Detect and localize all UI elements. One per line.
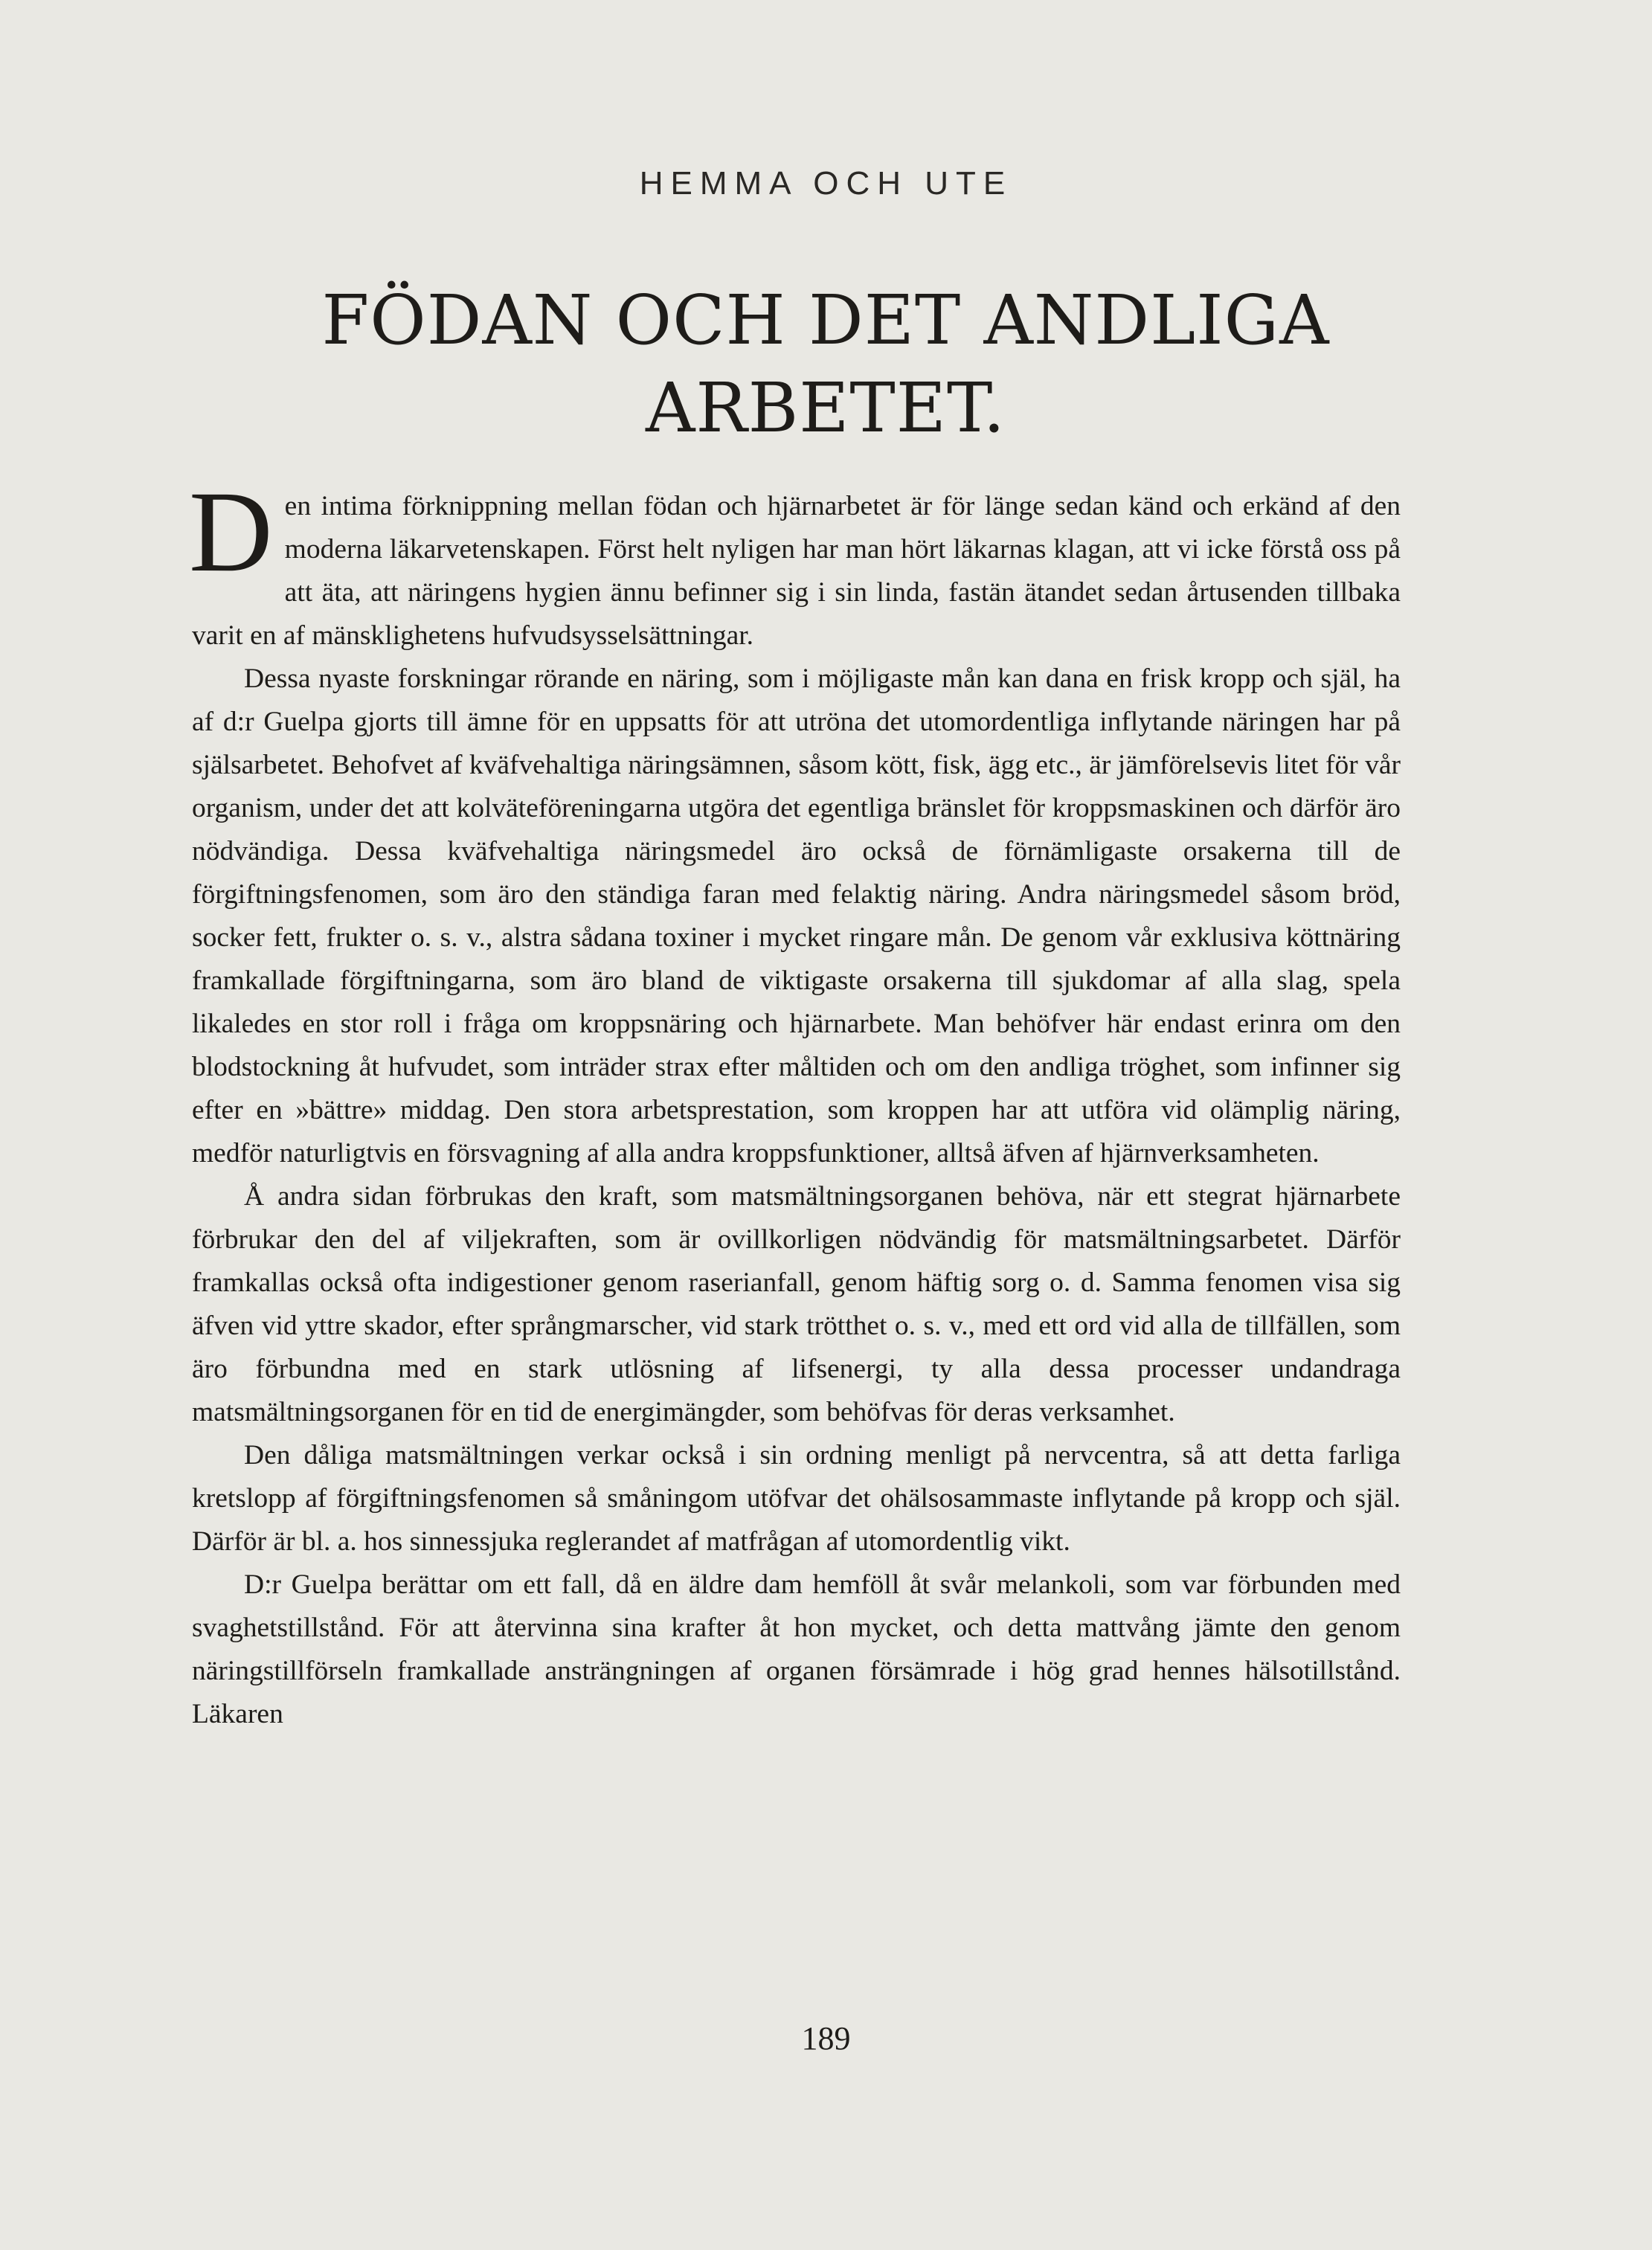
- paragraph-5: D:r Guelpa berättar om ett fall, då en äldre dam hemföll åt svår melankoli, som var förbunden med svaghetstillstånd. För att återvinna sina krafter åt hon mycket, och detta mattvång jämte den genom näringstillförseln framkallade ansträngningen af organen försämrade i hög grad hennes hälsotillstånd. Läkaren: [192, 1569, 1401, 1729]
- paragraph-2: Dessa nyaste forskningar rörande en näring, som i möjligaste mån kan dana en frisk kropp och själ, ha af d:r Guelpa gjorts till ämne för en uppsatts för att utröna det utomordentliga inflytande näringen har på själsarbetet. Behofvet af kväfvehaltiga näringsämnen, såsom kött, fisk, ägg etc., är jämförelsevis litet för vår organism, under det att kolväteföreningarna utgöra det egentliga bränslet för kroppsmaskinen och därför äro nödvändiga. Dessa kväfvehaltiga näringsmedel äro också de förnämligaste orsakerna till de förgiftningsfenomen, som äro den ständiga faran med felaktig näring. Andra näringsmedel såsom bröd, socker fett, frukter o. s. v., alstra sådana toxiner i mycket ringare mån. De genom vår exklusiva köttnäring framkallade förgiftningarna, som äro bland de viktigaste orsakerna till sjukdomar af alla slag, spela likaledes en stor roll i fråga om kroppsnäring och hjärnarbete. Man behöfver här endast erinra om den blodstockning åt hufvudet, som inträder strax efter måltiden och om den andliga tröghet, som infinner sig efter en »bättre» middag. Den stora arbetsprestation, som kroppen har att utföra vid olämplig näring, medför naturligtvis en försvagning af alla andra kroppsfunktioner, alltså äfven af hjärnverksamheten.: [192, 663, 1401, 1169]
- paragraph-3: Å andra sidan förbrukas den kraft, som matsmältningsorganen behöva, när ett stegrat hjärnarbete förbrukar den del af viljekraften, som är ovillkorligen nödvändig för matsmältningsarbetet. Därför framkallas också ofta indigestioner genom raserianfall, genom häftig sorg o. d. Samma fenomen visa sig äfven vid yttre skador, efter språngmarscher, vid stark trötthet o. s. v., med ett ord vid alla de tillfällen, som äro förbundna med en stark utlösning af lifsenergi, ty alla dessa processer undandraga matsmältningsorganen för en tid de energimängder, som behöfvas för deras verksamhet.: [192, 1181, 1401, 1427]
- paragraph-1: [189, 467, 1401, 658]
- running-head: HEMMA OCH UTE: [639, 165, 1013, 202]
- paragraph-4: Den dåliga matsmältningen verkar också i sin ordning menligt på nervcentra, så att detta farliga kretslopp af förgiftningsfenomen så småningom utöfvar det ohälsosammaste inflytande på kropp och själ. Därför är bl. a. hos sinnessjuka reglerandet af matfrågan af utomordentlig vikt.: [192, 1440, 1401, 1557]
- article-title: FÖDAN OCH DET ANDLIGA ARBETET.: [321, 280, 1330, 448]
- page-number: 189: [801, 2020, 851, 2057]
- paragraph-1-text: en intima förknippning mellan födan och hjärnarbetet är för länge sedan känd och erkänd af den moderna läkarvetenskapen. Först helt nyligen har man hört läkarnas klagan, att vi icke förstå oss på att äta, att näringens hygien ännu befinner sig i sin linda, fastän ätandet sedan årtusenden tillbaka varit en af mänsklighetens hufvudsysselsättningar.: [192, 491, 1401, 651]
- article-body: [189, 467, 1401, 1736]
- drop-cap: D: [189, 467, 273, 596]
